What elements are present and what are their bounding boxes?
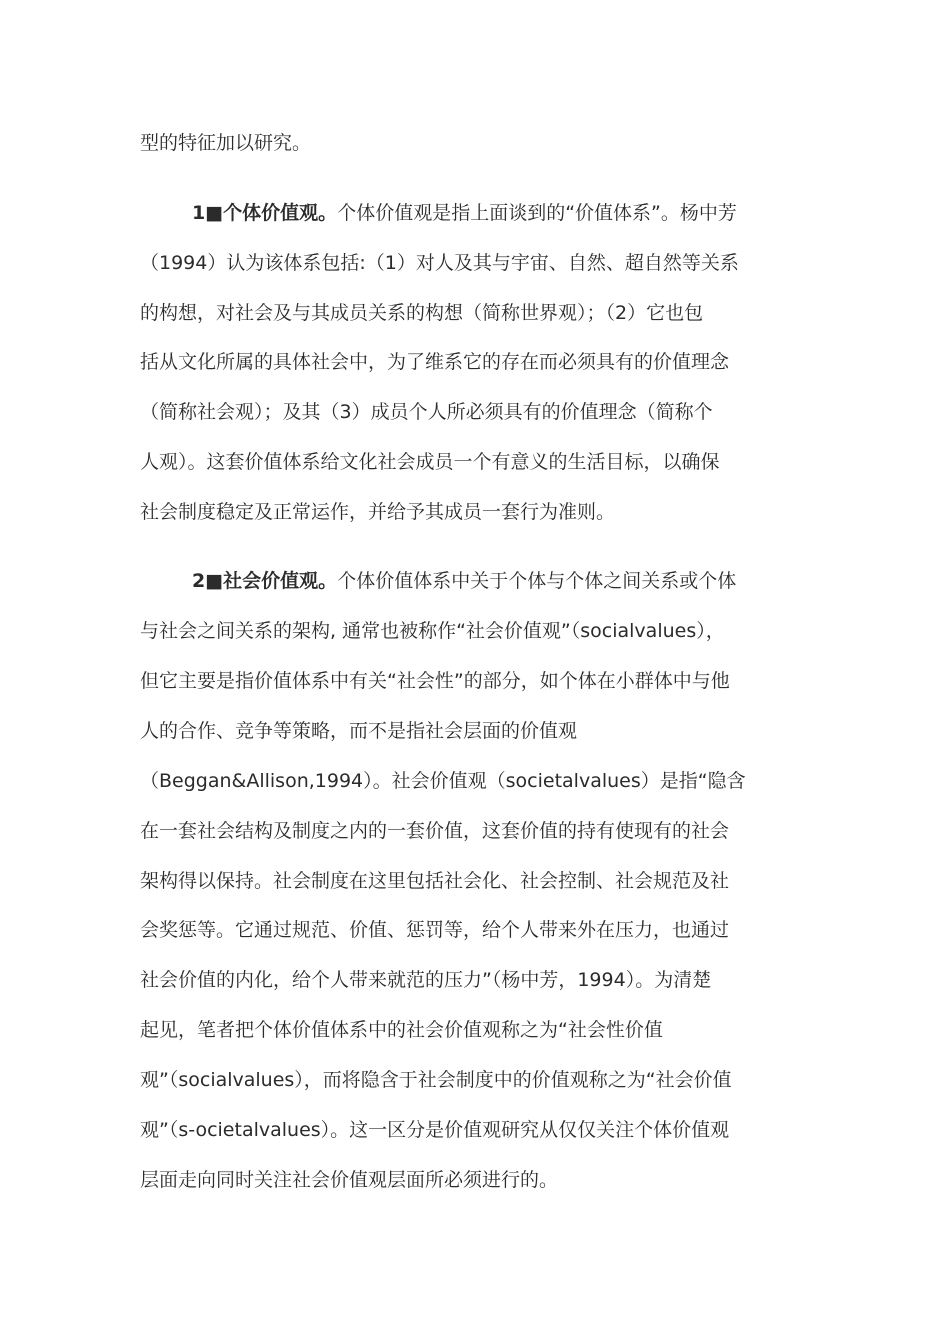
section-heading-line [192, 201, 737, 225]
text-line [140, 131, 311, 155]
text-line [140, 1168, 558, 1192]
line-text: 社会价值的内化，给个人带来就范的压力”（杨中芳，1994）。为清楚 [140, 969, 712, 991]
section-heading: 1■个体价值观。 [192, 202, 338, 224]
text-line [140, 1018, 663, 1042]
line-text: 观”（s-ocietalvalues）。这一区分是价值观研究从仅仅关注个体价值观 [140, 1119, 730, 1141]
text-line [140, 968, 711, 992]
line-text: 在一套社会结构及制度之内的一套价值，这套价值的持有使现有的社会 [140, 820, 730, 842]
line-text: 人观）。这套价值体系给文化社会成员一个有意义的生活目标，以确保 [140, 451, 720, 473]
line-text: 型的特征加以研究。 [140, 132, 312, 154]
text-line [140, 301, 703, 325]
text-line [140, 769, 746, 793]
line-text: 社会制度稳定及正常运作，并给予其成员一套行为准则。 [140, 501, 616, 523]
line-text: 层面走向同时关注社会价值观层面所必须进行的。 [140, 1169, 559, 1191]
text-line [140, 500, 615, 524]
line-text: 但它主要是指价值体系中有关“社会性”的部分，如个体在小群体中与他 [140, 670, 730, 692]
line-text: 观”（socialvalues），而将隐含于社会制度中的价值观称之为“社会价值 [140, 1069, 732, 1091]
line-text: 架构得以保持。社会制度在这里包括社会化、社会控制、社会规范及社 [140, 870, 730, 892]
line-text: 个体价值观是指上面谈到的“价值体系”。杨中芳 [337, 202, 737, 224]
text-line [140, 1118, 729, 1142]
text-line [140, 350, 729, 374]
text-line [140, 869, 729, 893]
section-heading-line [192, 569, 736, 593]
line-text: 与社会之间关系的架构, 通常也被称作“社会价值观”（socialvalues）， [140, 620, 725, 642]
text-line [140, 400, 713, 424]
line-text: 的构想，对社会及与其成员关系的构想（简称世界观）；（2）它也包 [140, 302, 704, 324]
text-line [140, 669, 730, 693]
line-text: 起见，笔者把个体价值体系中的社会价值观称之为“社会性价值 [140, 1019, 663, 1041]
line-text: （1994）认为该体系包括:（1）对人及其与宇宙、自然、超自然等关系 [140, 252, 739, 274]
text-line [140, 719, 577, 743]
text-line [140, 450, 720, 474]
text-line [140, 1068, 732, 1092]
text-line [140, 619, 725, 643]
section-heading: 2■社会价值观。 [192, 570, 338, 592]
line-text: （Beggan&Allison,1994）。社会价值观（societalvalues）是指“隐含 [140, 770, 746, 792]
line-text: 括从文化所属的具体社会中，为了维系它的存在而必须具有的价值理念 [140, 351, 730, 373]
line-text: 会奖惩等。它通过规范、价值、惩罚等，给个人带来外在压力，也通过 [140, 919, 730, 941]
line-text: （简称社会观）；及其（3）成员个人所必须具有的价值理念（简称个 [140, 401, 713, 423]
text-line [140, 819, 729, 843]
text-line [140, 251, 739, 275]
text-line [140, 918, 729, 942]
line-text: 人的合作、竞争等策略，而不是指社会层面的价值观 [140, 720, 578, 742]
line-text: 个体价值体系中关于个体与个体之间关系或个体 [337, 570, 737, 592]
